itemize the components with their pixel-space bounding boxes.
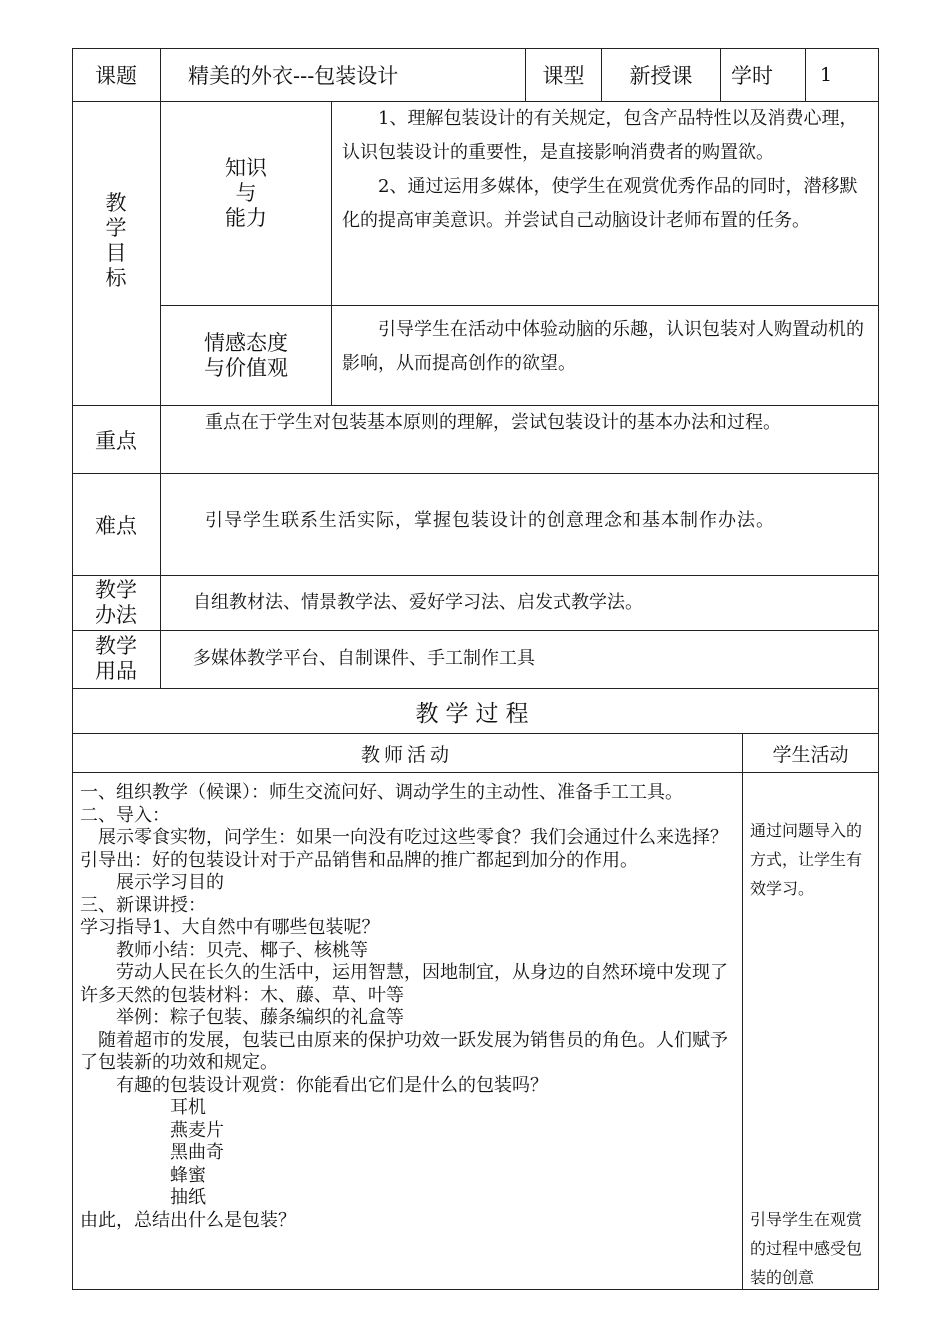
knowledge-ability-content xyxy=(332,102,878,305)
hours-value: 1 xyxy=(820,63,833,86)
teacher-activity-line: 展示学习目的 xyxy=(80,872,224,893)
emotion-label-line: 情感态度 xyxy=(204,330,288,355)
key-point-content xyxy=(161,406,878,473)
table-border-bottom xyxy=(72,1289,879,1290)
type-label: 课型 xyxy=(542,63,585,88)
emotion-label-line: 与价值观 xyxy=(204,355,288,380)
method-label-line: 教学 xyxy=(95,577,137,602)
teacher-activity-line: 随着超市的发展，包装已由原来的保护功效一跃发展为销售员的角色。人们赋予了包装新的功效和规定。 xyxy=(80,1029,728,1073)
teacher-activity-line: 蜂蜜 xyxy=(80,1164,206,1186)
objectives-label-char: 学 xyxy=(105,215,127,240)
teacher-activity-line: 由此，总结出什么是包装？ xyxy=(80,1209,296,1231)
teacher-activity-line: 举例：粽子包装、藤条编织的礼盒等 xyxy=(80,1007,404,1028)
objectives-label-char: 目 xyxy=(105,240,127,265)
teacher-activity-line: 一、组织教学（候课）：师生交流问好、调动学生的主动性、准备手工工具。 xyxy=(80,782,683,803)
teacher-activity-line: 黑曲奇 xyxy=(80,1142,224,1163)
teacher-activity-line: 燕麦片 xyxy=(80,1119,224,1141)
teacher-activity-header: 教师活动 xyxy=(360,743,453,766)
emotion-values-label xyxy=(161,306,331,405)
teacher-activity-line: 耳机 xyxy=(80,1097,206,1118)
knowledge-label-line: 知识 xyxy=(225,156,267,180)
teacher-activity-line: 教师小结：贝壳、椰子、核桃等 xyxy=(80,939,368,961)
teacher-activity-line: 劳动人民在长久的生活中，运用智慧，因地制宜，从身边的自然环境中发现了许多天然的包装材料：木、藤、草、叶等 xyxy=(80,962,728,1006)
aids-label-line: 用品 xyxy=(95,659,137,683)
objective-paragraph: 2、通过运用多媒体，使学生在观赏优秀作品的同时，潜移默化的提高审美意识。并尝试自己动脑设计老师布置的任务。 xyxy=(342,176,858,231)
teaching-aids-label xyxy=(72,630,160,688)
method-label-line: 办法 xyxy=(95,602,137,627)
key-point-text: 重点在于学生对包装基本原则的理解，尝试包装设计的基本办法和过程。 xyxy=(205,412,781,433)
emotion-paragraph: 引导学生在活动中体验动脑的乐趣，认识包装对人购置动机的影响，从而提高创作的欲望。 xyxy=(342,319,864,374)
teaching-method-label xyxy=(72,575,160,630)
type-value: 新授课 xyxy=(629,63,693,88)
teaching-aids-row xyxy=(72,630,879,688)
teacher-activity-line: 有趣的包装设计观赏：你能看出它们是什么的包装吗？ xyxy=(80,1074,548,1096)
col-divider xyxy=(742,733,743,1290)
knowledge-ability-label xyxy=(161,102,331,305)
teaching-method-content: 自组教材法、情景教学法、爱好学习法、启发式教学法。 xyxy=(193,591,643,613)
row-divider xyxy=(72,772,879,773)
teacher-activity-line: 二、导入： xyxy=(80,804,170,826)
process-title: 教学过程 xyxy=(415,700,536,727)
difficulty-text: 引导学生联系生活实际，掌握包装设计的创意理念和基本制作办法。 xyxy=(205,510,775,531)
course-title: 精美的外衣---包装设计 xyxy=(188,63,399,88)
teacher-activity-line: 抽纸 xyxy=(80,1187,206,1208)
objective-paragraph: 1、理解包装设计的有关规定，包含产品特性以及消费心理，认识包装设计的重要性，是直接影响消费者的购置欲。 xyxy=(342,108,858,163)
hours-label: 学时 xyxy=(731,63,773,88)
student-note-2: 引导学生在观赏的过程中感受包装的创意 xyxy=(750,1210,863,1287)
objectives-label-char: 标 xyxy=(105,265,127,290)
emotion-values-content xyxy=(332,313,878,405)
knowledge-label-line: 与 xyxy=(235,181,257,205)
objectives-label-char: 教 xyxy=(105,190,127,215)
aids-label-line: 教学 xyxy=(95,634,137,658)
teacher-activity-line: 展示零食实物，问学生：如果一向没有吃过这些零食？我们会通过什么来选择？引导出：好的包装设计对于产品销售和品牌的推广都起到加分的作用。 xyxy=(80,827,728,871)
teacher-activity-line: 学习指导1、大自然中有哪些包装呢？ xyxy=(80,917,380,938)
student-note-1: 通过问题导入的方式，让学生有效学习。 xyxy=(750,821,863,898)
student-activity-header: 学生活动 xyxy=(772,743,849,766)
teaching-aids-content: 多媒体教学平台、自制课件、手工制作工具 xyxy=(193,648,535,669)
knowledge-label-line: 能力 xyxy=(225,206,267,230)
difficulty-label: 难点 xyxy=(95,513,137,538)
teacher-activity-content xyxy=(80,782,734,1287)
course-label: 课题 xyxy=(95,63,137,88)
objectives-label xyxy=(72,102,160,405)
key-point-label: 重点 xyxy=(95,428,137,453)
row-divider xyxy=(72,473,879,474)
teacher-activity-line: 三、新课讲授： xyxy=(80,894,206,916)
difficulty-content xyxy=(161,506,878,575)
